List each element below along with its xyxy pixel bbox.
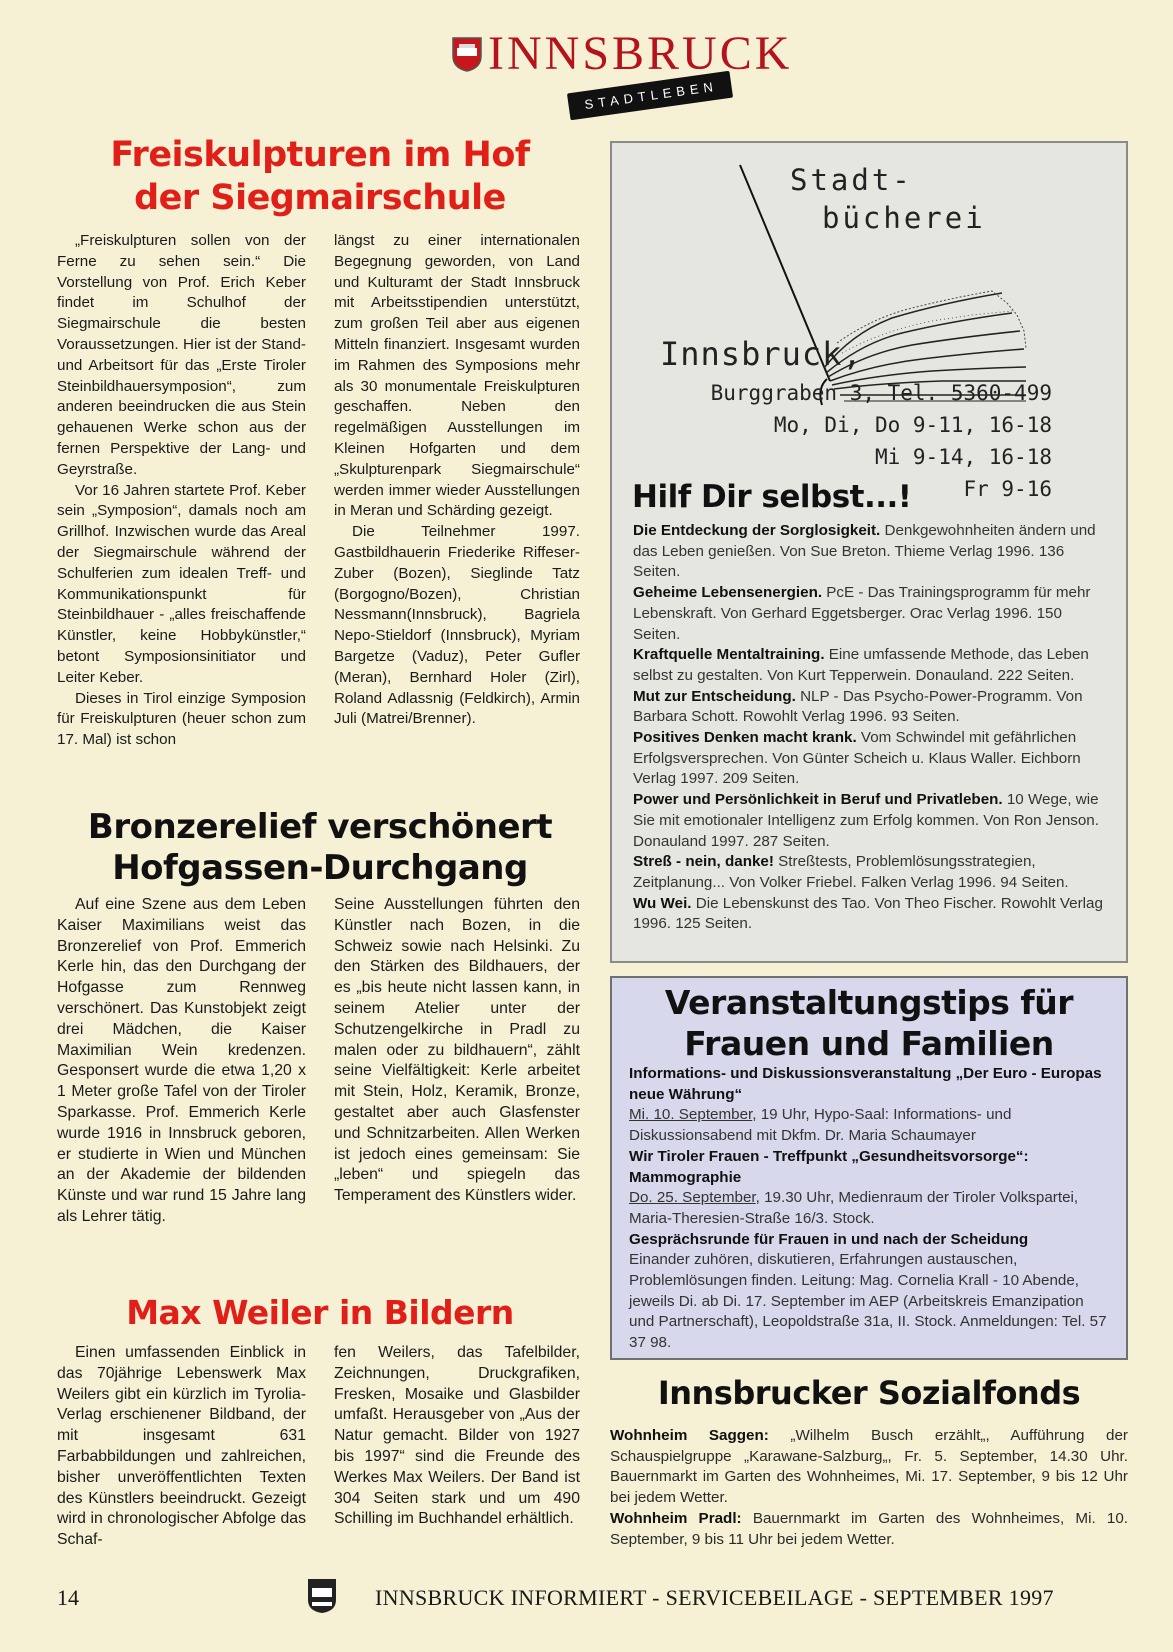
article1-paragraph: Dieses in Tirol einzige Symposion für Freiskulpturen (heuer schon zum 17. Mal) ist schon [57,689,306,749]
book-entry [633,728,1109,790]
book-title: Positives Denken macht krank. [633,729,857,747]
event-item [629,1064,1111,1147]
event-title: Wir Tiroler Frauen - Treffpunkt „Gesundheitsvorsorge“: Mammographie [629,1147,1029,1186]
sozialfonds-entry-text: „Wilhelm Busch erzählt„, Aufführung der Schauspielgruppe „Karawane-Salzburg„, Fr. 5. September, 14.30 Uhr. Bauernmarkt im Garten des Wohnheimes, Mi. 17. September, 9 bis 12 Uhr bei jedem Wetter. [610,1427,1128,1507]
book-title: Power und Persönlichkeit in Beruf und Privatleben. [633,791,1003,809]
sozialfonds-entry-title: Wohnheim Pradl: [610,1509,742,1527]
article1-column1 [57,231,306,751]
event-description: Einander zuhören, diskutieren, Erfahrungen austauschen, Problemlösungen finden. Leitung: Mag. Cornelia Krall - 10 Abende, jeweils Di. ab Di. 17. September im AEP (Arbeitskreis Emanzipation und Partnerschaft), Leopoldstraße 31a, II. Stock. Anmeldungen: Tel. 57 37 98. [629,1251,1107,1352]
book-description: Die Lebenskunst des Tao. Von Theo Fischer. Rowohlt Verlag 1996. 125 Seiten. [633,894,1103,933]
event-description: , 19 Uhr, Hypo-Saal: Informations- und Diskussionsabend mit Dkfm. Dr. Maria Schaumayer [629,1106,1012,1145]
article1-column2 [334,231,580,730]
book-description: Eine umfassende Methode, das Leben selbst zu gestalten. Von Kurt Tepperwein. Donauland. 222 Seiten. [633,646,1089,684]
buecherei-address: Burggraben 3, Tel. 5360-499 [710,381,1052,405]
buecherei-hours-mi: Mi 9-14, 16-18 [874,445,1052,469]
book-entry [633,521,1109,583]
article1-paragraph: längst zu einer internationalen Begegnung geworden, von Land und Kulturamt der Stadt Innsbruck mit Arbeitsstipendien unterstützt, zum großen Teil aber aus eigenen Mitteln finanziert. Insgesamt wurden im Rahmen des Symposions mehr als 30 monumentale Freiskulpturen geschaffen. Neben den regelmäßigen Ausstellungen im Kleinen Hofgarten und dem „Skulpturenpark Siegmairschule“ werden immer wieder Ausstellungen in Meran und Schärding gezeigt. [334,232,580,520]
innsbruck-logo-icon [307,1578,337,1614]
book-entry [633,583,1109,645]
sozialfonds-headline: Innsbrucker Sozialfonds [657,1374,1081,1412]
buecherei-name-line1: Stadt- [790,163,913,197]
article2-column1 [57,895,306,1228]
article1-paragraph: Vor 16 Jahren startete Prof. Keber sein „Symposion“, damals noch am Grillhof. Inzwischen wurde das Areal der Siegmairschule während der Schulferien zum idealen Treff- und Kommunikationspunkt für Steinbildhauer - „alles freischaffende Künstler, keine Hobbykünstler,“ betont Symposionsinitiator und Leiter Keber. [57,481,306,686]
event-item [629,1147,1111,1230]
book-description: 10 Wege, wie Sie mit emotionaler Intelligenz zum Erfolg kommen. Von Ron Jenson. Donauland 1997. 287 Seiten. [633,791,1099,850]
buecherei-city: Innsbruck, [660,335,863,373]
article1-paragraph: „Freiskulpturen sollen von der Ferne zu sehen sein.“ Die Vorstellung von Prof. Erich Keber findet im Schulhof der Siegmairschule die besten Voraussetzungen. Hier ist der Stand- und Arbeitsort für das „Erste Tiroler Steinbildhauersymposion“, zum anderen beeindrucken die aus Stein gehauenen Werke schon aus der fernen Perspektive der Lang- und Geyrstraße. [57,232,306,478]
book-title: Die Entdeckung der Sorglosigkeit. [633,522,881,539]
article1-headline-line2: der Siegmairschule [134,178,506,218]
footer-publication-info: INNSBRUCK INFORMIERT - SERVICEBEILAGE - SEPTEMBER 1997 [375,1585,1054,1610]
article2-column2 [334,895,580,1207]
buecherei-hours-mo-di-do: Mo, Di, Do 9-11, 16-18 [773,413,1052,437]
event-description: , 19.30 Uhr, Medienraum der Tiroler Volkspartei, Maria-Theresien-Straße 16/3. Stock. [629,1189,1079,1227]
event-item [629,1230,1111,1354]
article1-headline-line1: Freiskulpturen im Hof [110,135,530,175]
article2-headline-line1: Bronzerelief verschönert [87,807,553,847]
innsbruck-crest-icon [452,36,482,72]
sozialfonds-entry [610,1426,1128,1509]
masthead-title: INNSBRUCK [488,27,793,80]
event-date: Mi. 10. September [629,1106,753,1124]
veranstaltungstips-box [610,976,1128,1360]
sozialfonds-entry-text: Bauernmarkt im Garten des Wohnheimes, Mi. 10. September, 9 bis 11 Uhr bei jedem Wetter. [610,1509,1128,1548]
article2-headline-line2: Hofgassen-Durchgang [112,848,528,888]
book-title: Streß - nein, danke! [633,853,774,871]
article3-headline: Max Weiler in Bildern [126,1293,514,1332]
veranstaltungstips-headline [612,982,1126,1064]
book-description: Vom Schwindel mit gefährlichen Erfolgsversprechen. Von Günter Scheich u. Klaus Waller. Eichborn Verlag 1997. 209 Seiten. [633,729,1081,788]
article1-paragraph: Die Teilnehmer 1997. Gastbildhauerin Friederike Riffeser-Zuber (Bozen), Sieglinde Tatz (Borgogno/Bozen), Christian Nessmann(Innsbruck), Bagriela Nepo-Stieldorf (Innsbruck), Myriam Bargetze (Vaduz), Peter Gufler (Meran), Bernhard Holer (Zirl), Roland Adlassnig (Feldkirch), Armin Juli (Matrei/Brenner). [334,523,580,728]
article3-paragraph: fen Weilers, das Tafelbilder, Zeichnungen, Druckgrafiken, Fresken, Mosaike und Glasbilder umfaßt. Herausgeber von „Aus der Natur gemacht. Bilder von 1927 bis 1997“ sind die Freunde des Werkes Max Weilers. Der Band ist 304 Seiten stark und um 490 Schilling im Buchhandel erhältlich. [334,1344,580,1528]
book-entry [633,687,1109,728]
sozialfonds-list [610,1426,1128,1550]
article2-headline [60,807,580,889]
buecherei-hours-fr: Fr 9-16 [963,477,1052,501]
sozialfonds-entry [610,1509,1128,1550]
veranstaltungstips-headline-line2: Frauen und Familien [684,1024,1054,1063]
article2-paragraph: Auf eine Szene aus dem Leben Kaiser Maximilians weist das Bronzerelief von Prof. Emmerich Kerle hin, das den Durchgang der Hofgasse zum Rennweg verschönert. Das Kunstobjekt zeigt drei Mädchen, die Kaiser Maximilian Wein kredenzen. Gesponsert wurde die etwa 1,20 x 1 Meter große Tafel von der Tiroler Sparkasse. Prof. Emmerich Kerle wurde 1916 in Innsbruck geboren, er studierte in Wien und München an der Akademie der bildenden Künste und war rund 15 Jahre lang als Lehrer tätig. [57,896,306,1225]
buecherei-name-line2: bücherei [822,201,986,235]
book-description: Denkgewohnheiten ändern und das Leben genießen. Von Sue Breton. Thieme Verlag 1996. 136 Seiten. [633,522,1096,581]
book-title: Mut zur Entscheidung. [633,687,796,705]
event-date: Do. 25. September [629,1189,756,1207]
book-entry [633,894,1109,935]
book-entry [633,790,1109,852]
masthead [450,27,793,120]
book-title: Geheime Lebensenergien. [633,584,823,602]
book-entry [633,852,1109,893]
article3-column2 [334,1343,580,1530]
hilf-dir-selbst-heading: Hilf Dir selbst...! [632,479,912,515]
page-number: 14 [57,1585,79,1610]
book-entry [633,645,1109,686]
book-description: Streßtests, Problemlösungsstrategien, Zeitplanung... Von Volker Friebel. Falken Verlag 1996. 94 Seiten. [633,853,1069,891]
article3-paragraph: Einen umfassenden Einblick in das 70jährige Lebenswerk Max Weilers gibt ein kürzlich im Tyrolia-Verlag erschienener Bildband, der mit insgesamt 631 Farbabbildungen und zahlreichen, bisher unveröffentlichten Texten des Künstlers beeindruckt. Gezeigt wird in chronologischer Abfolge das Schaf- [57,1344,306,1549]
book-title: Kraftquelle Mentaltraining. [633,646,825,664]
book-description: PcE - Das Trainingsprogramm für mehr Lebenskraft. Von Gerhard Eggetsberger. Orac Verlag 1996. 150 Seiten. [633,584,1091,643]
book-title: Wu Wei. [633,894,692,912]
event-list [629,1064,1111,1354]
book-description: NLP - Das Psycho-Power-Programm. Von Barbara Schott. Rowohlt Verlag 1996. 93 Seiten. [633,687,1083,726]
masthead-subtitle: STADTLEBEN [567,71,733,121]
book-list [633,521,1109,935]
sozialfonds-entry-title: Wohnheim Saggen: [610,1427,769,1444]
article1-headline [60,134,580,220]
article2-paragraph: Seine Ausstellungen führten den Künstler nach Bozen, in die Schweiz sowie nach Helsinki. Zu den Stärken des Bildhauers, der es „bis heute nicht lassen kann, in seinem Atelier unter der Schutzengelkirche in Pradl zu malen oder zu bildhauern“, zählt seine Vielfältigkeit: Kerle arbeitet mit Stein, Holz, Keramik, Bronze, gestaltet aber auch Glasfenster und Schnitzarbeiten. Allen Werken ist jedoch eines gemeinsam: Sie „leben“ und spiegeln das Temperament des Künstlers wider. [334,896,580,1205]
article3-column1 [57,1343,306,1551]
event-title: Informations- und Diskussionsveranstaltung „Der Euro - Europas neue Währung“ [629,1065,1102,1103]
veranstaltungstips-headline-line1: Veranstaltungstips für [664,983,1074,1022]
event-title: Gesprächsrunde für Frauen in und nach der Scheidung [629,1230,1029,1248]
stadtbuecherei-box [610,141,1128,963]
